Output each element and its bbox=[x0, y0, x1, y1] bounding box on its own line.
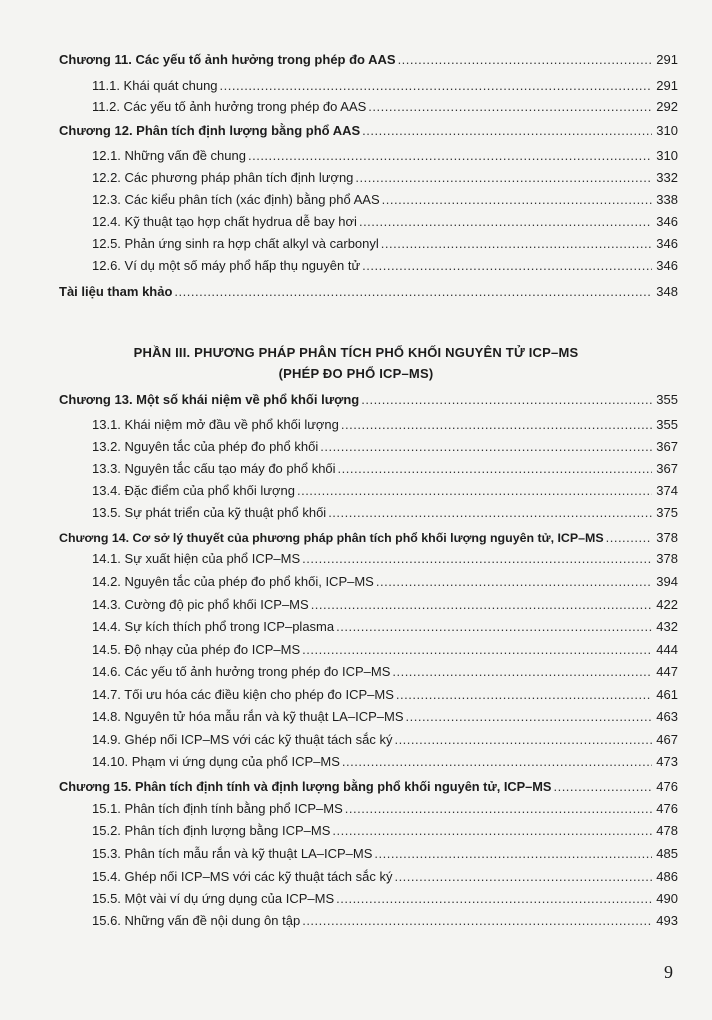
leader-dots bbox=[406, 707, 653, 727]
toc-entry-chapter-15 bbox=[59, 777, 678, 797]
toc-entry-title: 14.7. Tối ưu hóa các điều kiện cho phép đo ICP–MS bbox=[92, 687, 394, 702]
toc-entry-page: 493 bbox=[656, 913, 678, 928]
toc-entry-title: 14.4. Sự kích thích phổ trong ICP–plasma bbox=[92, 619, 335, 634]
leader-dots bbox=[392, 662, 652, 682]
leader-dots bbox=[382, 190, 652, 210]
leader-dots bbox=[394, 730, 652, 750]
leader-dots bbox=[174, 282, 652, 302]
toc-entry-11-1 bbox=[92, 76, 678, 96]
toc-entry-title: 15.4. Ghép nối ICP–MS với các kỹ thuật tách sắc ký bbox=[92, 869, 393, 884]
toc-entry-title: 14.1. Sự xuất hiện của phổ ICP–MS bbox=[92, 551, 301, 566]
toc-entry-title: 14.10. Phạm vi ứng dụng của phổ ICP–MS bbox=[92, 754, 340, 769]
toc-entry-14-3 bbox=[92, 595, 678, 615]
leader-dots bbox=[342, 752, 652, 772]
toc-entry-title: Chương 14. Cơ sở lý thuyết của phương pháp phân tích phổ khối lượng nguyên tử, ICP–MS bbox=[59, 531, 604, 545]
leader-dots bbox=[359, 212, 652, 232]
toc-entry-12-4 bbox=[92, 212, 678, 232]
toc-entry-title: Chương 15. Phân tích định tính và định lượng bằng phổ khối nguyên tử, ICP–MS bbox=[59, 779, 552, 794]
toc-entry-title: 13.4. Đặc điểm của phổ khối lượng bbox=[92, 483, 295, 498]
toc-entry-14-10 bbox=[92, 752, 678, 772]
toc-entry-page: 490 bbox=[656, 891, 678, 906]
leader-dots bbox=[248, 146, 652, 166]
toc-entry-title: Chương 12. Phân tích định lượng bằng phổ AAS bbox=[59, 123, 361, 138]
leader-dots bbox=[345, 799, 652, 819]
toc-entry-page: 378 bbox=[656, 551, 678, 566]
toc-entry-page: 375 bbox=[656, 505, 678, 520]
toc-entry-13-2 bbox=[92, 437, 678, 457]
toc-entry-13-4 bbox=[92, 481, 678, 501]
leader-dots bbox=[376, 572, 652, 592]
leader-dots bbox=[338, 459, 652, 479]
toc-entry-page: 486 bbox=[656, 869, 678, 884]
leader-dots bbox=[302, 911, 652, 931]
toc-entry-13-5 bbox=[92, 503, 678, 523]
leader-dots bbox=[362, 256, 652, 276]
toc-entry-14-6 bbox=[92, 662, 678, 682]
toc-entry-page: 367 bbox=[656, 461, 678, 476]
toc-entry-title: 12.5. Phản ứng sinh ra hợp chất alkyl và carbonyl bbox=[92, 236, 379, 251]
toc-entry-14-7 bbox=[92, 685, 678, 705]
toc-entry-page: 332 bbox=[656, 170, 678, 185]
toc-entry-page: 394 bbox=[656, 574, 678, 589]
toc-entry-title: 15.6. Những vấn đề nội dung ôn tập bbox=[92, 913, 301, 928]
leader-dots bbox=[336, 617, 652, 637]
toc-entry-13-1 bbox=[92, 415, 678, 435]
leader-dots bbox=[220, 76, 652, 96]
toc-entry-title: 12.6. Ví dụ một số máy phổ hấp thụ nguyên tử bbox=[92, 258, 361, 273]
toc-entry-page: 367 bbox=[656, 439, 678, 454]
leader-dots bbox=[553, 777, 652, 797]
toc-entry-15-1 bbox=[92, 799, 678, 819]
toc-entry-title: 14.9. Ghép nối ICP–MS với các kỹ thuật tách sắc ký bbox=[92, 732, 393, 747]
toc-entry-15-3 bbox=[92, 844, 678, 864]
toc-entry-title: 15.5. Một vài ví dụ ứng dụng của ICP–MS bbox=[92, 891, 335, 906]
toc-entry-title: 12.2. Các phương pháp phân tích định lượng bbox=[92, 170, 354, 185]
toc-entry-page: 461 bbox=[656, 687, 678, 702]
toc-entry-title: 15.1. Phân tích định tính bằng phổ ICP–MS bbox=[92, 801, 343, 816]
toc-entry-title: 13.2. Nguyên tắc của phép đo phổ khối bbox=[92, 439, 319, 454]
leader-dots bbox=[302, 640, 652, 660]
toc-entry-title: Chương 11. Các yếu tố ảnh hưởng trong phép đo AAS bbox=[59, 52, 396, 67]
leader-dots bbox=[398, 50, 652, 70]
toc-entry-14-2 bbox=[92, 572, 678, 592]
toc-entry-page: 444 bbox=[656, 642, 678, 657]
toc-entry-chapter-14 bbox=[59, 528, 678, 548]
toc-entry-12-6 bbox=[92, 256, 678, 276]
toc-entry-title: 13.1. Khái niệm mở đầu về phổ khối lượng bbox=[92, 417, 339, 432]
toc-entry-page: 346 bbox=[656, 236, 678, 251]
leader-dots bbox=[362, 121, 652, 141]
toc-entry-title: 14.6. Các yếu tố ảnh hưởng trong phép đo ICP–MS bbox=[92, 664, 391, 679]
toc-entry-14-8 bbox=[92, 707, 678, 727]
leader-dots bbox=[361, 390, 652, 410]
toc-entry-page: 338 bbox=[656, 192, 678, 207]
toc-entry-title: Chương 13. Một số khái niệm về phổ khối lượng bbox=[59, 392, 360, 407]
toc-entry-page: 447 bbox=[656, 664, 678, 679]
leader-dots bbox=[332, 821, 652, 841]
leader-dots bbox=[302, 549, 652, 569]
toc-entry-title: 14.5. Độ nhạy của phép đo ICP–MS bbox=[92, 642, 301, 657]
toc-entry-13-3 bbox=[92, 459, 678, 479]
toc-entry-page: 348 bbox=[656, 284, 678, 299]
leader-dots bbox=[606, 528, 652, 548]
toc-entry-page: 422 bbox=[656, 597, 678, 612]
toc-entry-chapter-11 bbox=[59, 50, 678, 70]
toc-entry-14-5 bbox=[92, 640, 678, 660]
toc-entry-page: 374 bbox=[656, 483, 678, 498]
leader-dots bbox=[336, 889, 652, 909]
leader-dots bbox=[328, 503, 652, 523]
toc-entry-page: 355 bbox=[656, 417, 678, 432]
toc-entry-page: 476 bbox=[656, 779, 678, 794]
part-subtitle: (PHÉP ĐO PHỔ ICP–MS) bbox=[278, 366, 434, 381]
leader-dots bbox=[368, 97, 652, 117]
toc-entry-title: 14.3. Cường độ pic phổ khối ICP–MS bbox=[92, 597, 309, 612]
toc-entry-title: 14.2. Nguyên tắc của phép đo phổ khối, ICP–MS bbox=[92, 574, 374, 589]
toc-entry-chapter-12 bbox=[59, 121, 678, 141]
leader-dots bbox=[311, 595, 652, 615]
toc-entry-15-4 bbox=[92, 867, 678, 887]
toc-entry-title: 15.2. Phân tích định lượng bằng ICP–MS bbox=[92, 823, 331, 838]
toc-entry-page: 346 bbox=[656, 214, 678, 229]
toc-entry-12-1 bbox=[92, 146, 678, 166]
toc-entry-15-6 bbox=[92, 911, 678, 931]
leader-dots bbox=[374, 844, 652, 864]
toc-entry-title: 11.2. Các yếu tố ảnh hưởng trong phép đo AAS bbox=[92, 99, 367, 114]
toc-entry-page: 478 bbox=[656, 823, 678, 838]
toc-entry-title: 13.3. Nguyên tắc cấu tạo máy đo phổ khối bbox=[92, 461, 336, 476]
leader-dots bbox=[381, 234, 652, 254]
toc-entry-14-9 bbox=[92, 730, 678, 750]
toc-entry-12-5 bbox=[92, 234, 678, 254]
toc-entry-references bbox=[59, 282, 678, 302]
part-title: PHẦN III. PHƯƠNG PHÁP PHÂN TÍCH PHỔ KHỐI NGUYÊN TỬ ICP–MS bbox=[133, 345, 579, 360]
leader-dots bbox=[320, 437, 652, 457]
toc-entry-chapter-13 bbox=[59, 390, 678, 410]
toc-entry-page: 476 bbox=[656, 801, 678, 816]
toc-entry-11-2 bbox=[92, 97, 678, 117]
toc-entry-12-2 bbox=[92, 168, 678, 188]
toc-entry-title: 11.1. Khái quát chung bbox=[92, 78, 218, 93]
toc-entry-14-4 bbox=[92, 617, 678, 637]
toc-entry-page: 378 bbox=[656, 530, 678, 545]
toc-entry-page: 310 bbox=[656, 148, 678, 163]
toc-entry-page: 473 bbox=[656, 754, 678, 769]
toc-entry-page: 467 bbox=[656, 732, 678, 747]
leader-dots bbox=[297, 481, 652, 501]
toc-entry-page: 291 bbox=[656, 52, 678, 67]
toc-entry-page: 292 bbox=[656, 99, 678, 114]
toc-entry-15-2 bbox=[92, 821, 678, 841]
toc-entry-title: 13.5. Sự phát triển của kỹ thuật phổ khối bbox=[92, 505, 327, 520]
leader-dots bbox=[394, 867, 652, 887]
toc-entry-page: 346 bbox=[656, 258, 678, 273]
leader-dots bbox=[396, 685, 652, 705]
toc-entry-15-5 bbox=[92, 889, 678, 909]
page-number: 9 bbox=[664, 962, 673, 982]
leader-dots bbox=[341, 415, 652, 435]
leader-dots bbox=[355, 168, 652, 188]
toc-entry-page: 463 bbox=[656, 709, 678, 724]
toc-entry-12-3 bbox=[92, 190, 678, 210]
toc-entry-title: 15.3. Phân tích mẫu rắn và kỹ thuật LA–ICP–MS bbox=[92, 846, 373, 861]
toc-entry-title: Tài liệu tham khảo bbox=[59, 284, 173, 299]
toc-entry-14-1 bbox=[92, 549, 678, 569]
toc-entry-title: 12.3. Các kiểu phân tích (xác định) bằng phổ AAS bbox=[92, 192, 380, 207]
toc-entry-page: 432 bbox=[656, 619, 678, 634]
toc-entry-page: 355 bbox=[656, 392, 678, 407]
toc-entry-title: 12.4. Kỹ thuật tạo hợp chất hydrua dễ bay hơi bbox=[92, 214, 357, 229]
toc-entry-page: 485 bbox=[656, 846, 678, 861]
toc-entry-page: 310 bbox=[656, 123, 678, 138]
toc-entry-title: 14.8. Nguyên tử hóa mẫu rắn và kỹ thuật LA–ICP–MS bbox=[92, 709, 404, 724]
toc-entry-title: 12.1. Những vấn đề chung bbox=[92, 148, 246, 163]
toc-entry-page: 291 bbox=[656, 78, 678, 93]
